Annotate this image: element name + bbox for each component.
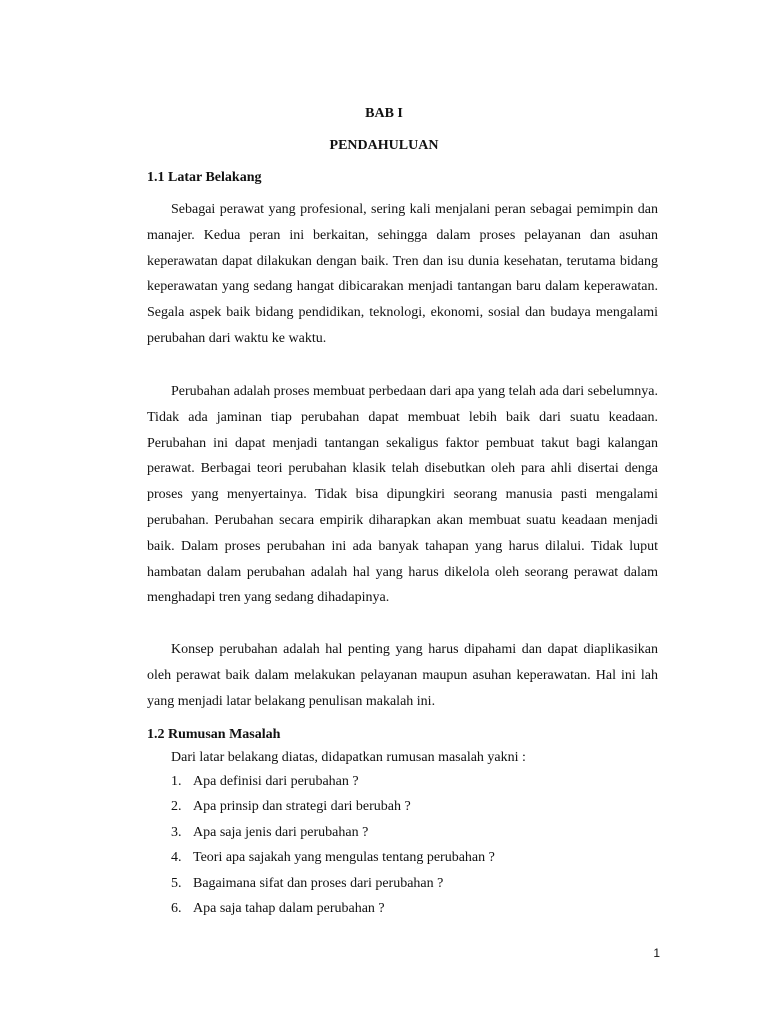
list-text: Teori apa sajakah yang mengulas tentang perubahan ?: [193, 850, 495, 866]
list-item: [171, 824, 495, 849]
section-heading-rumusan-masalah: 1.2 Rumusan Masalah: [147, 727, 281, 742]
list-number: 3.: [171, 824, 182, 840]
paragraph: Konsep perubahan adalah hal penting yang harus dipahami dan dapat diaplikasikan oleh perawat baik dalam melakukan pelayanan maupun asuhan keperawatan. Hal ini lah yang menjadi latar belakang penulisan makalah ini.: [147, 642, 658, 709]
list-item: [171, 875, 495, 900]
question-list: [171, 773, 495, 925]
list-text: Apa saja jenis dari perubahan ?: [193, 824, 369, 840]
list-text: Apa saja tahap dalam perubahan ?: [193, 900, 385, 916]
section-heading-latar-belakang: 1.1 Latar Belakang: [147, 170, 262, 185]
list-number: 4.: [171, 850, 182, 866]
question-intro: Dari latar belakang diatas, didapatkan rumusan masalah yakni :: [171, 750, 526, 765]
list-text: Apa prinsip dan strategi dari berubah ?: [193, 799, 411, 815]
paragraph: Sebagai perawat yang profesional, sering kali menjalani peran sebagai pemimpin dan manajer. Kedua peran ini berkaitan, sehingga dalam proses pelayanan dan asuhan keperawatan dapat dilakukan dengan baik. Tren dan isu dunia kesehatan, terutama bidang keperawatan yang sedang hangat dibicarakan menjadi tantangan baru dalam keperawatan. Segala aspek baik bidang pendidikan, teknologi, ekonomi, sosial dan budaya mengalami perubahan dari waktu ke waktu.: [147, 202, 658, 346]
list-number: 6.: [171, 900, 182, 916]
list-item: [171, 900, 495, 925]
list-number: 2.: [171, 799, 182, 815]
list-item: [171, 773, 495, 798]
page-number: 1: [653, 946, 660, 960]
list-item: [171, 798, 495, 823]
chapter-title: PENDAHULUAN: [329, 138, 439, 153]
list-text: Apa definisi dari perubahan ?: [193, 774, 359, 789]
chapter-label: BAB I: [365, 106, 403, 121]
paragraph: Perubahan adalah proses membuat perbedaan dari apa yang telah ada dari sebelumnya. Tidak ada jaminan tiap perubahan dapat membuat lebih baik dari suatu keadaan. Perubahan ini dapat menjadi tantangan sekaligus faktor pembuat takut bagi kalangan perawat. Berbagai teori perubahan klasik telah disebutkan oleh para ahli disertai denga proses yang menyertainya. Tidak bisa dipungkiri seorang manusia pasti mengalami perubahan. Perubahan secara empirik diharapkan akan membuat suatu keadaan menjadi baik. Dalam proses perubahan ini ada banyak tahapan yang harus dilalui. Tidak luput hambatan dalam perubahan adalah hal yang harus dikelola oleh seorang perawat dalam menghadapi tren yang sedang dihadapinya.: [147, 384, 658, 606]
list-text: Bagaimana sifat dan proses dari perubahan ?: [193, 875, 444, 891]
list-item: [171, 849, 495, 874]
list-number: 5.: [171, 875, 182, 891]
list-number: 1.: [171, 774, 182, 789]
